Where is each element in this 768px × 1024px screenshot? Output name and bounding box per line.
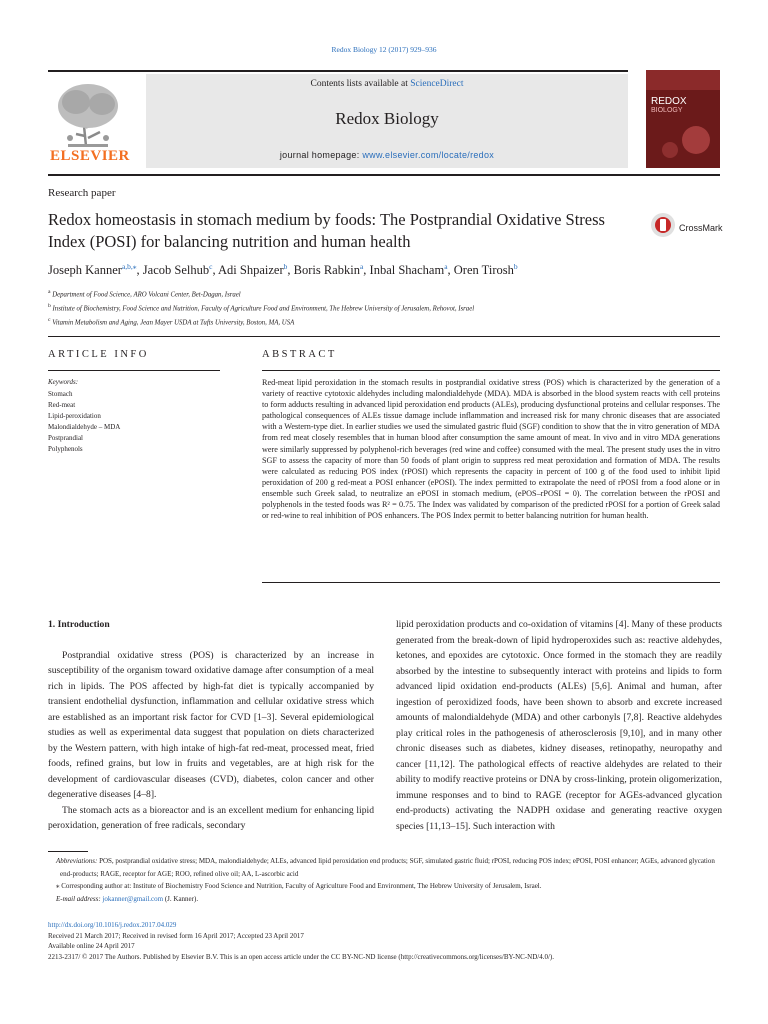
body-left-column	[48, 617, 374, 834]
author-name[interactable]: Boris Rabkin	[293, 263, 360, 278]
body-paragraph: Postprandial oxidative stress (POS) is characterized by an increase in susceptibility of the organism toward oxidative damage after consumption of a meal rich in lipids. The POS affected by high-fat diet is typically accompanied by transient endothelial dysfunction, inflammation and cellular oxidative stress which are established as an important risk factor for CVD [1–3]. Several epidemiological studies as well as experimental data suggest that population on diets characterized by the Western pattern, with high intake of high-fat red-meat, processed meat, fried foods, refined grains, but low in fruits and vegetables, are at high risk for the development of cardiovascular diseases (CVD), diabetes, colon cancer and other degenerative diseases [4–8].	[48, 649, 374, 800]
abstract-bottom-rule	[262, 582, 720, 583]
keywords-label: Keywords:	[48, 378, 79, 386]
header-divider	[48, 174, 720, 176]
abstract-text: Red-meat lipid peroxidation in the stomach results in postprandial oxidative stress (POS) which is characterized by the generation of a variety of reactive cytotoxic aldehydes including malondialdehyde (MDA). MDA is absorbed in the blood system reacts with cell proteins to form adducts resulting in advanced lipid peroxidation end products (ALEs), producing dysfunctional proteins and cellular responses. The pathological consequences of ALEs tissue damage include inflammation and increased risk for many chronic diseases that are associated with a Western-type diet. In earlier studies we used the simulated gastric fluid (SGF) condition to show that the in vitro generation of MDA from red meat closely resembles that in human blood after consumption the same amount of meat. In vivo and in vitro MDA generations were similarly suppressed by polyphenol-rich beverages (red wine and coffee) consumed with the meal. The present study uses the in vitro SGF to assess the capacity of more than 50 foods of plant origin to suppress red meat peroxidation and formation of MDA. The results were calculated as reducing POS index (rPOSI) which represents the capacity in percent of 100 g of the food used to inhibit lipid peroxidation of 200 g red-meat a POSI enhancer (ePOSI). The index permitted to extrapolate the need of rPOSI from a food alone or in ensemble such Greek salad, to neutralize an ePOSI in stomach medium, (ePOS–rPOSI = 0). The correlation between the rPOSI and polyphenols in the tested foods was R² = 0.75. The Index was validated by comparison of the predicted rPOSI for a portion of Greek salad or red-wine to real inhibition of POS enhancers. The POS Index permit to better balancing nutrition for human health.	[262, 378, 721, 521]
author-list: Joseph Kanner$^{a,b,⁎}$, Jacob Selhub$^c$, Adi Shpaizer$^b$, Boris Rabkin$^a$, Inbal Shacham$^a$, Oren Tirosh$^b$	[48, 262, 518, 278]
affiliation-item: $^b$ Institute of Biochemistry, Food Science and Nutrition, Faculty of Agriculture Food and Environment, The Hebrew University of Jerusalem, Rehovot, Israel	[48, 302, 475, 313]
keyword-item: Lipid-peroxidation	[48, 412, 101, 420]
footnotes	[48, 855, 720, 905]
contents-line: Contents lists available at ScienceDirect	[310, 79, 464, 89]
affiliation-item: $^c$ Vitamin Metabolism and Aging, Jean Mayer USDA at Tufts University, Boston, MA, USA	[48, 316, 295, 326]
homepage-link[interactable]: www.elsevier.com/locate/redox	[362, 150, 495, 160]
received-dates: Received 21 March 2017; Received in revised form 16 April 2017; Accepted 23 April 2017	[48, 931, 304, 940]
author-name[interactable]: Joseph Kanner	[48, 263, 122, 278]
abstract-rule	[262, 370, 720, 371]
journal-cover-thumbnail[interactable]	[646, 70, 720, 168]
journal-homepage: journal homepage: www.elsevier.com/locate/redox	[279, 150, 495, 160]
body-paragraph: The stomach acts as a bioreactor and is an excellent medium for enhancing lipid peroxidation, generation of free radicals, secondary	[48, 804, 374, 831]
affiliation-item: $^a$ Department of Food Science, ARO Volcani Center, Bet-Dagan, Israel	[48, 289, 241, 299]
footnote-email: E-mail address: jokanner@gmail.com (J. Kanner).	[56, 894, 199, 903]
info-divider	[48, 336, 720, 337]
available-online: Available online 24 April 2017	[48, 942, 135, 950]
author-name[interactable]: Jacob Selhub	[142, 263, 210, 278]
keywords-list	[48, 389, 120, 455]
keyword-item: Red-meat	[48, 401, 76, 409]
author-name[interactable]: Inbal Shacham	[369, 263, 445, 278]
footnote-abbreviations: Abbreviations: POS, postprandial oxidative stress; MDA, malondialdehyde; ALEs, advanced lipid peroxidation end products; SGF, simulated gastric fluid; rPOSI, reducing POS index; ePOSI, POSI enhancer; AGEs, advanced glycation end-products; RAGE, receptor for AGE; ROO, refined olive oil; AA, L-ascorbic acid	[56, 857, 715, 878]
author-name[interactable]: Oren Tirosh	[453, 263, 514, 278]
sciencedirect-link[interactable]: ScienceDirect	[410, 79, 464, 89]
cover-title: REDOX	[651, 96, 687, 107]
abstract-heading: ABSTRACT	[262, 349, 337, 360]
journal-reference[interactable]: Redox Biology 12 (2017) 929–936	[331, 45, 437, 54]
license-line: 2213-2317/ © 2017 The Authors. Published by Elsevier B.V. This is an open access article under the CC BY-NC-ND license (http://creativecommons.org/licenses/BY-NC-ND/4.0/).	[48, 952, 555, 961]
keyword-item: Malondialdehyde – MDA	[48, 423, 121, 431]
affiliations	[48, 287, 474, 328]
footnote-corresponding: ⁎ Corresponding author at: Institute of Biochemistry Food Science and Nutrition, Faculty of Agriculture Food and Environment, The Hebrew University of Jerusalem, Israel.	[56, 882, 542, 890]
article-info-heading: ARTICLE INFO	[48, 349, 149, 360]
elsevier-wordmark: ELSEVIER	[50, 148, 130, 164]
keyword-item: Polyphenols	[48, 445, 83, 453]
section-heading-introduction: 1. Introduction	[48, 619, 110, 630]
author-name[interactable]: Adi Shpaizer	[218, 263, 284, 278]
body-right-column	[396, 617, 722, 834]
keyword-item: Stomach	[48, 390, 73, 398]
crossmark-icon[interactable]	[650, 212, 676, 238]
footnote-rule	[48, 851, 88, 852]
email-link[interactable]: jokanner@gmail.com	[102, 894, 164, 903]
info-rule	[48, 370, 220, 371]
journal-title: Redox Biology	[335, 109, 439, 128]
doi-link[interactable]: http://dx.doi.org/10.1016/j.redox.2017.04.029	[48, 921, 177, 929]
crossmark-label[interactable]: CrossMark	[679, 223, 723, 233]
article-title: Redox homeostasis in stomach medium by foods: The Postprandial Oxidative Stress Index (POSI) for balancing nutrition and human health	[48, 210, 605, 251]
cover-subtitle: BIOLOGY	[651, 107, 683, 114]
cover-art-icon	[646, 70, 720, 168]
body-paragraph: lipid peroxidation products and co-oxidation of vitamins [4]. Many of these products generated from the break-down of lipid hydroperoxides such as: reactive aldehydes, ketones, and epoxides are cytotoxic. Once formed in the stomach they are readily absorbed by the intestine to subsequently interact with proteins and lipids to form advanced lipid oxidation end-products (ALEs) [5,6]. Animal and human, after ingestion of peroxidized foods, have been shown to absorb and excrete increased amounts of malondialdehyde (MDA) and other carbonyls [7,8]. Reactive aldehydes play critical roles in the pathogenesis of atherosclerosis [9,10], and in many other chronic diseases such as diabetes, kidney diseases, retinopathy, neuropathy and cancer [11,12]. The pathological effects of reactive aldehydes are related to their ability to modify reactive proteins or DNA by cross-linking, protein oligomerization, immune responses and to bind to RAGE (receptor for AGEs-advanced glycation end-products) activating the NADPH oxidase and generating reactive oxygen species [11,13–15]. Such interaction with	[396, 619, 722, 832]
article-metadata	[48, 920, 720, 962]
paper-type: Research paper	[48, 187, 116, 199]
keyword-item: Postprandial	[48, 434, 83, 442]
